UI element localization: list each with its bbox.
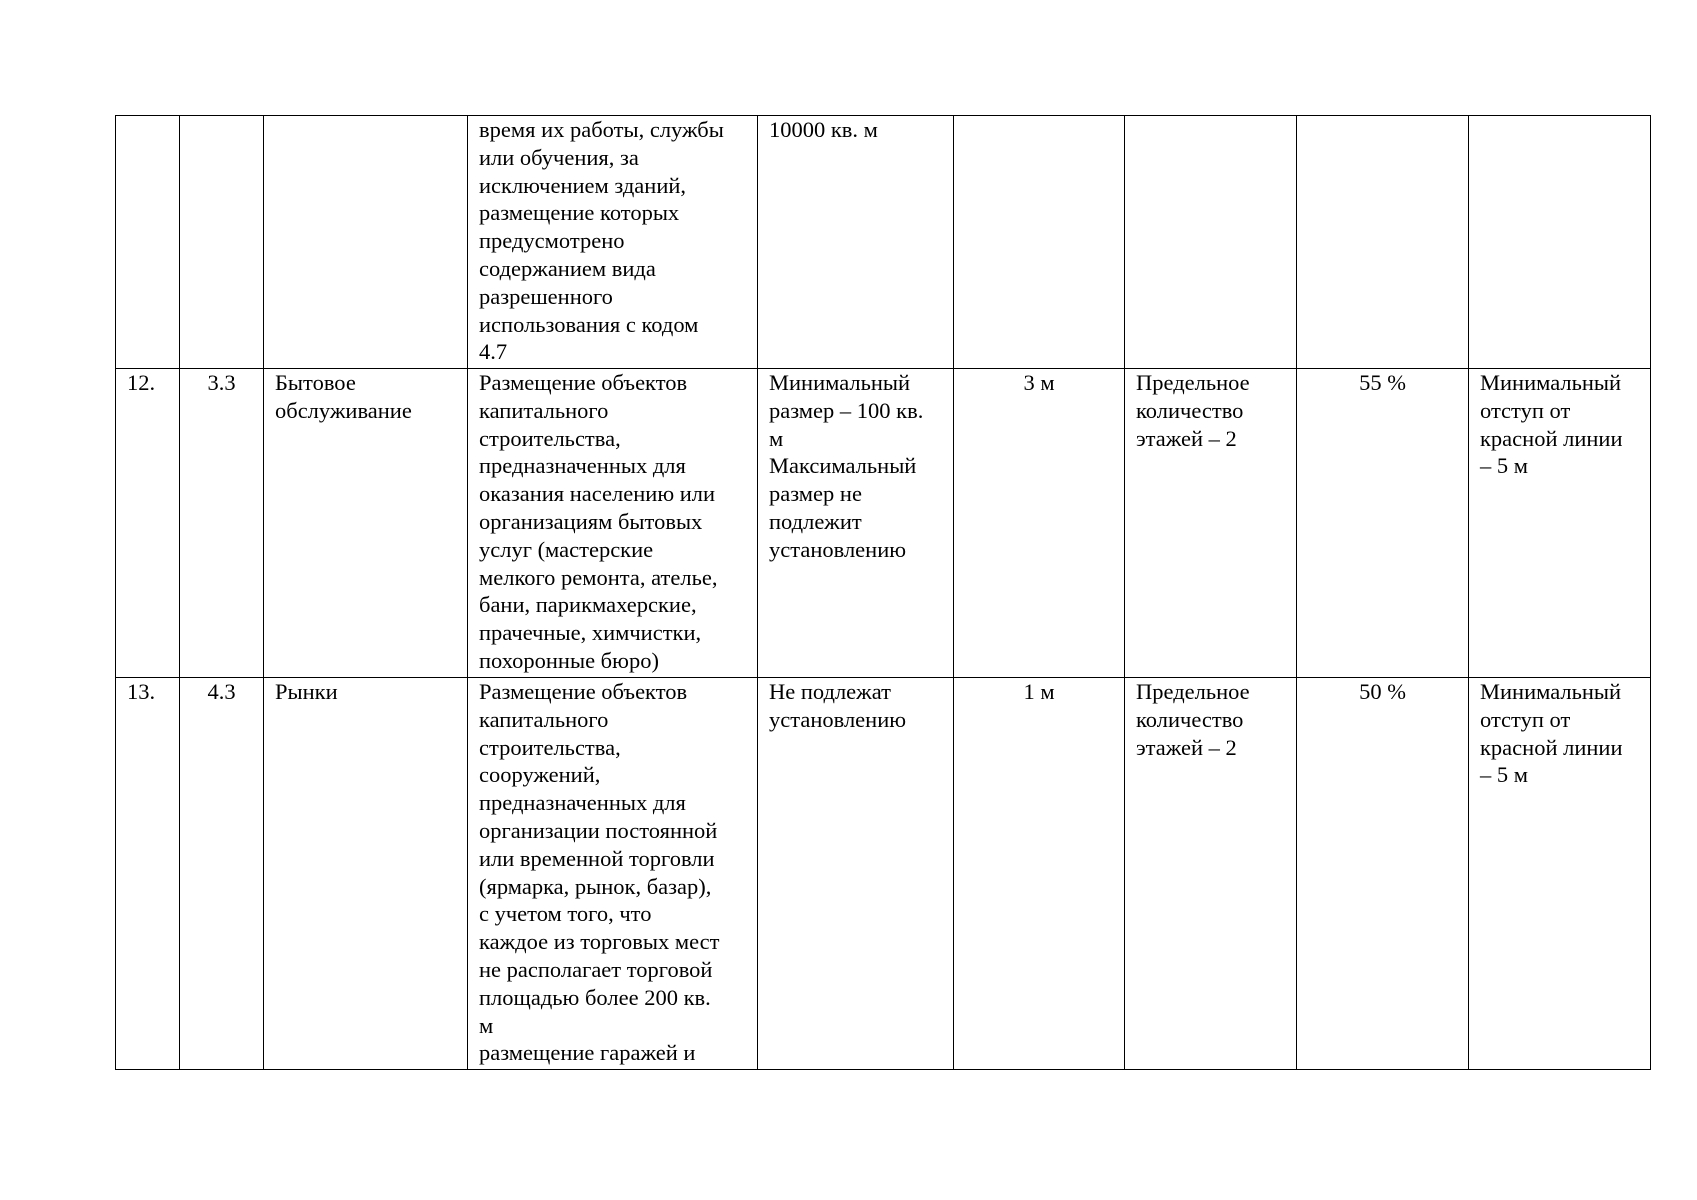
usage-name-cell: Бытовое обслуживание bbox=[264, 369, 468, 678]
plot-size-cell: Минимальный размер – 100 кв. м Максимальный размер не подлежит установлению bbox=[758, 369, 954, 678]
floors-cell: Предельное количество этажей – 2 bbox=[1125, 678, 1297, 1070]
coverage-percent-cell: 50 % bbox=[1297, 678, 1469, 1070]
usage-description-cell: Размещение объектов капитального строительства, предназначенных для оказания населению или организациям бытовых услуг (мастерские мелкого ремонта, ателье, бани, парикмахерские, прачечные, химчистки, похоронные бюро) bbox=[468, 369, 758, 678]
usage-code-cell bbox=[180, 116, 264, 369]
table-row bbox=[116, 678, 1651, 1070]
coverage-percent-cell bbox=[1297, 116, 1469, 369]
plot-size-cell: Не подлежат установлению bbox=[758, 678, 954, 1070]
floors-cell: Предельное количество этажей – 2 bbox=[1125, 369, 1297, 678]
usage-description-cell: Размещение объектов капитального строительства, сооружений, предназначенных для организации постоянной или временной торговли (ярмарка, рынок, базар), с учетом того, что каждое из торговых мест не располагает торговой площадью более 200 кв. м размещение гаражей и bbox=[468, 678, 758, 1070]
table-row bbox=[116, 369, 1651, 678]
row-number-cell: 13. bbox=[116, 678, 180, 1070]
usage-code-cell: 4.3 bbox=[180, 678, 264, 1070]
height-cell bbox=[954, 116, 1125, 369]
row-number-cell bbox=[116, 116, 180, 369]
row-number-cell: 12. bbox=[116, 369, 180, 678]
usage-name-cell bbox=[264, 116, 468, 369]
table-row bbox=[116, 116, 1651, 369]
land-use-regulations-table bbox=[115, 115, 1651, 1070]
setback-cell bbox=[1469, 116, 1651, 369]
usage-name-cell: Рынки bbox=[264, 678, 468, 1070]
usage-description-cell: время их работы, службы или обучения, за исключением зданий, размещение которых предусмотрено содержанием вида разрешенного использования с кодом 4.7 bbox=[468, 116, 758, 369]
height-cell: 1 м bbox=[954, 678, 1125, 1070]
plot-size-cell: 10000 кв. м bbox=[758, 116, 954, 369]
coverage-percent-cell: 55 % bbox=[1297, 369, 1469, 678]
usage-code-cell: 3.3 bbox=[180, 369, 264, 678]
floors-cell bbox=[1125, 116, 1297, 369]
height-cell: 3 м bbox=[954, 369, 1125, 678]
setback-cell: Минимальный отступ от красной линии – 5 м bbox=[1469, 678, 1651, 1070]
setback-cell: Минимальный отступ от красной линии – 5 м bbox=[1469, 369, 1651, 678]
